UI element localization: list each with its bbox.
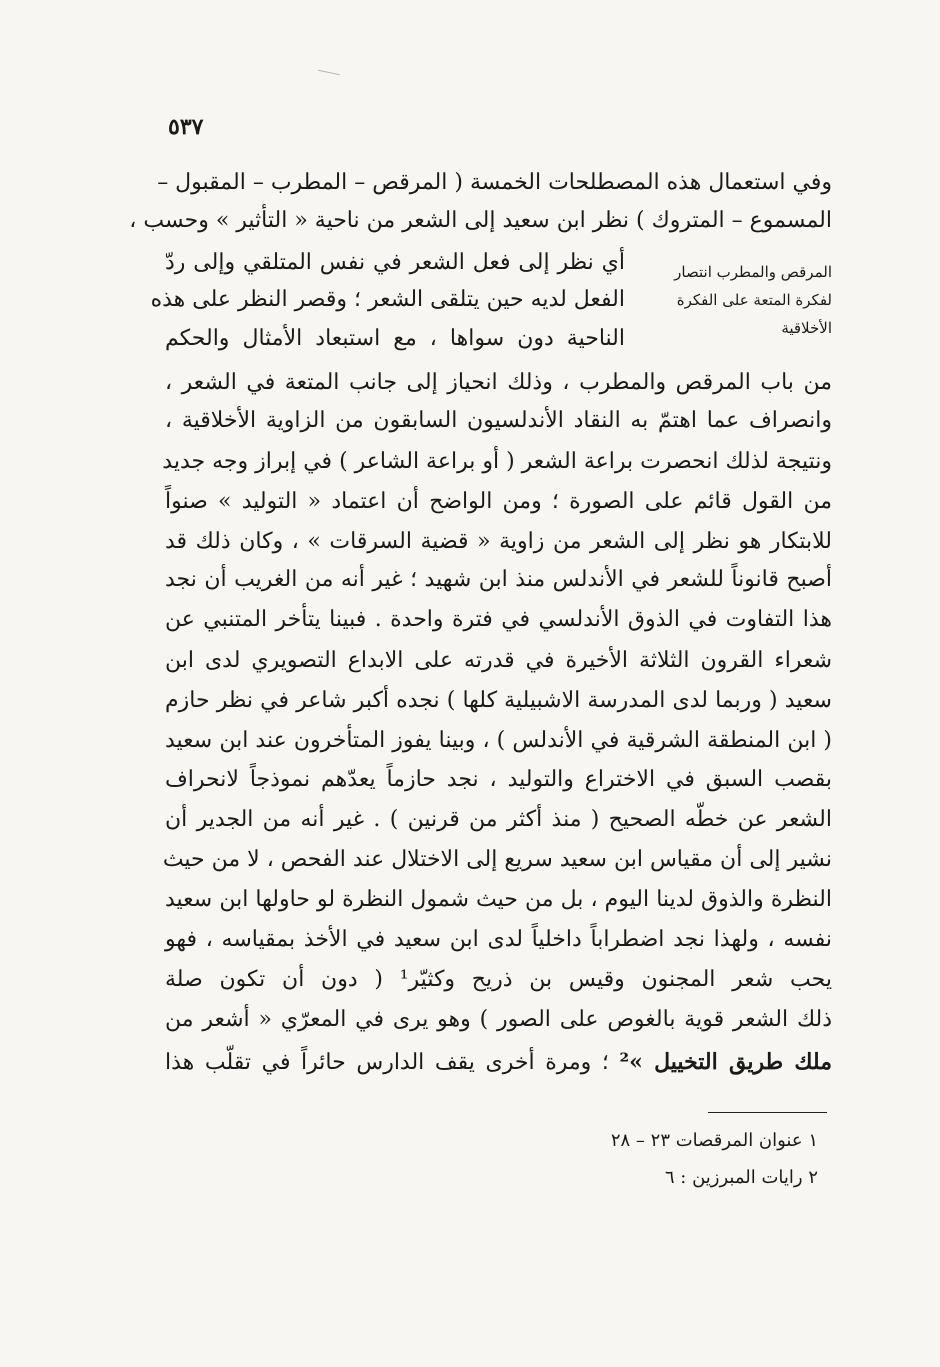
footnote-separator bbox=[708, 1112, 827, 1113]
page-number: ٥٣٧ bbox=[168, 114, 204, 140]
text-line: النظرة والذوق لدينا اليوم ، بل من حيث شمول النظرة لو حاولها ابن سعيد bbox=[165, 887, 832, 912]
text-line: ونتيجة لذلك انحصرت براعة الشعر ( أو براعة الشاعر ) في إبراز وجه جديد bbox=[162, 449, 832, 474]
text-line: ذلك الشعر قوية بالغوص على الصور ) وهو يرى في المعرّي « أشعر من bbox=[165, 1007, 832, 1032]
margin-note-line: المرقص والمطرب انتصار bbox=[674, 263, 832, 281]
text-line bbox=[165, 1047, 832, 1077]
text-line-rest: ؛ ومرة أخرى يقف الدارس حائراً في تقلّب هذا bbox=[165, 1050, 609, 1075]
footnote: ٢ رايات المبرزين : ٦ bbox=[664, 1167, 818, 1188]
footnote: ١ عنوان المرقصات ٢٣ – ٢٨ bbox=[610, 1130, 818, 1151]
text-line: للابتكار هو نظر إلى الشعر من زاوية « قضية السرقات » ، وكان ذلك قد bbox=[165, 529, 832, 554]
text-line: أي نظر إلى فعل الشعر في نفس المتلقي وإلى ردّ bbox=[165, 250, 625, 275]
margin-note-line: الأخلاقية bbox=[781, 319, 832, 337]
text-line: هذا التفاوت في الذوق الأندلسي في فترة واحدة . فبينا يتأخر المتنبي عن bbox=[165, 607, 832, 632]
text-line: وفي استعمال هذه المصطلحات الخمسة ( المرقص – المطرب – المقبول – bbox=[157, 170, 832, 195]
text-line: وانصراف عما اهتمّ به النقاد الأندلسيون السابقون من الزاوية الأخلاقية ، bbox=[165, 408, 832, 433]
text-line: المسموع – المتروك ) نظر ابن سعيد إلى الشعر من ناحية « التأثير » وحسب ، bbox=[129, 208, 832, 233]
text-line: من باب المرقص والمطرب ، وذلك انحياز إلى جانب المتعة في الشعر ، bbox=[165, 370, 832, 395]
text-line: الناحية دون سواها ، مع استبعاد الأمثال والحكم bbox=[165, 326, 625, 351]
bold-phrase: ملك طريق التخييل »² bbox=[619, 1049, 832, 1075]
text-line: من القول قائم على الصورة ؛ ومن الواضح أن اعتماد « التوليد » صنواً bbox=[165, 489, 832, 514]
text-line: بقصب السبق في الاختراع والتوليد ، نجد حازماً يعدّهم نموذجاً لانحراف bbox=[165, 767, 832, 792]
text-line: نشير إلى أن مقياس ابن سعيد سريع إلى الاختلال عند الفحص ، لا من حيث bbox=[162, 847, 832, 872]
text-line: سعيد ( وربما لدى المدرسة الاشبيلية كلها ) نجده أكبر شاعر في نظر حازم bbox=[165, 688, 832, 713]
text-line: الفعل لديه حين يتلقى الشعر ؛ وقصر النظر على هذه bbox=[150, 287, 625, 312]
scan-artifact bbox=[318, 70, 340, 76]
text-line: يحب شعر المجنون وقيس بن ذريح وكثيّر¹ ( دون أن تكون صلة bbox=[165, 967, 832, 992]
text-line: أصبح قانوناً للشعر في الأندلس منذ ابن شهيد ؛ غير أنه من الغريب أن نجد bbox=[165, 567, 832, 592]
text-line: شعراء القرون الثلاثة الأخيرة في قدرته على الابداع التصويري لدى ابن bbox=[165, 648, 832, 673]
text-line: نفسه ، ولهذا نجد اضطراباً داخلياً لدى ابن سعيد في الأخذ بمقياسه ، فهو bbox=[165, 927, 832, 952]
text-line: ( ابن المنطقة الشرقية في الأندلس ) ، وبينا يفوز المتأخرون عند ابن سعيد bbox=[165, 728, 832, 753]
margin-note-line: لفكرة المتعة على الفكرة bbox=[676, 291, 832, 309]
text-line: الشعر عن خطّه الصحيح ( منذ أكثر من قرنين ) . غير أنه من الجدير أن bbox=[165, 807, 832, 832]
